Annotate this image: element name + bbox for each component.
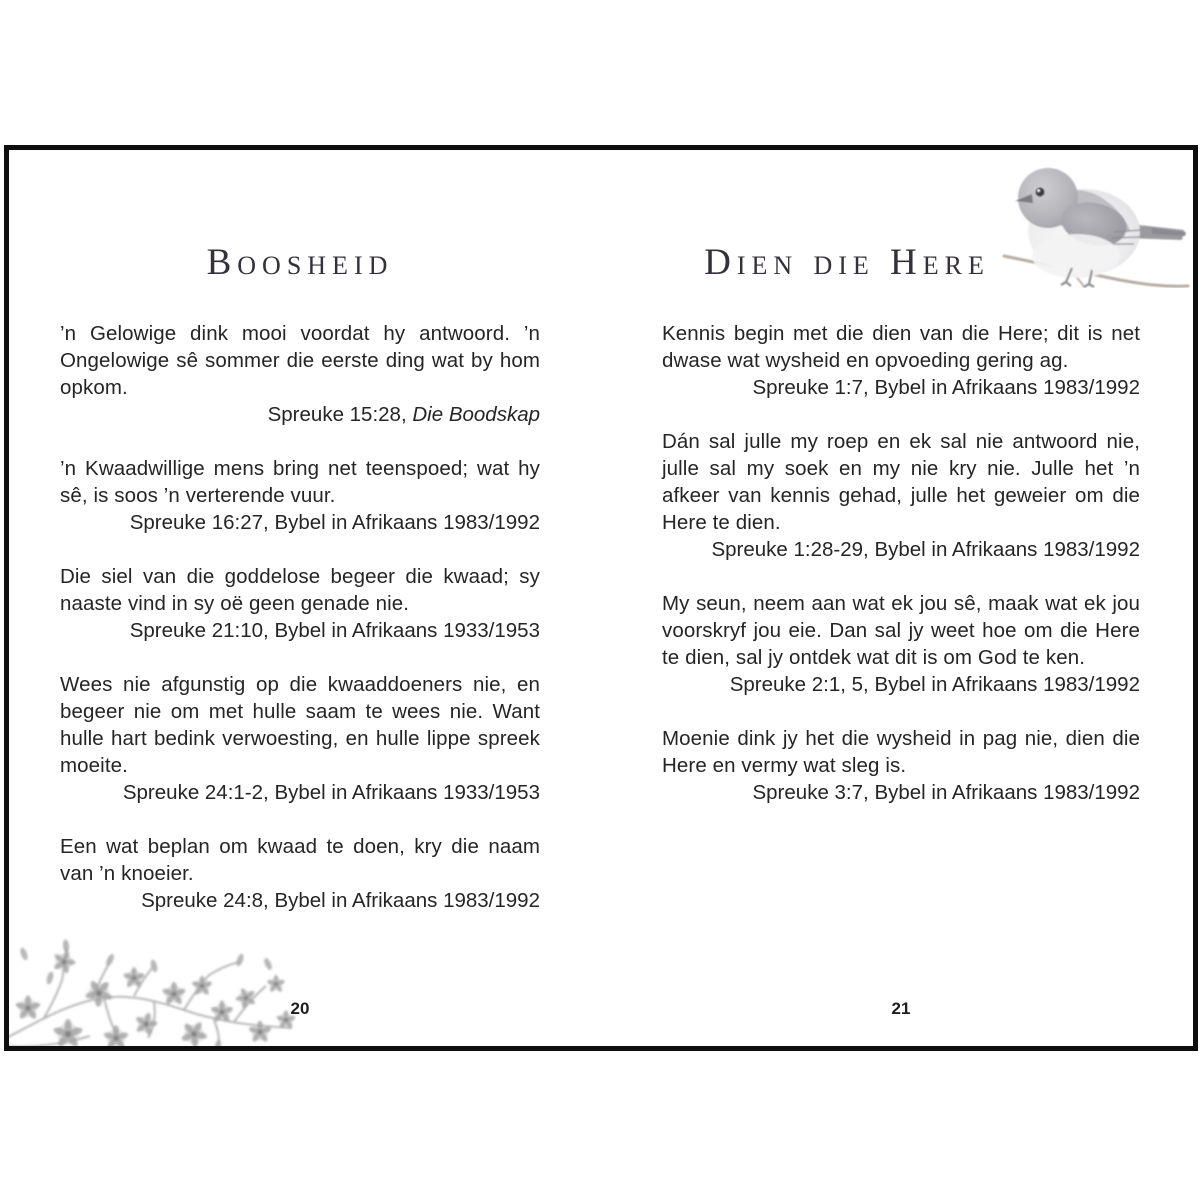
reference-source: Die Boodskap — [412, 403, 540, 426]
reference-verse: Spreuke 2:1, 5, — [729, 673, 875, 696]
left-scripture-list — [60, 320, 540, 914]
scripture-text: Moenie dink jy het die wysheid in pag nie, dien die Here en vermy wat sleg is. — [662, 727, 1140, 777]
scripture-reference — [662, 779, 1140, 806]
scripture-reference — [60, 617, 540, 644]
left-page-number: 20 — [290, 999, 310, 1018]
right-scripture-list — [662, 320, 1140, 806]
reference-verse: Spreuke 21:10, — [129, 619, 275, 642]
blossom-branch-icon — [4, 938, 296, 1046]
scripture-entry — [662, 320, 1140, 401]
reference-source: Bybel in Afrikaans 1933/1953 — [274, 619, 540, 642]
reference-verse: Spreuke 1:7, — [752, 376, 875, 399]
scripture-entry — [662, 590, 1140, 698]
scripture-entry — [60, 455, 540, 536]
reference-verse: Spreuke 15:28, — [267, 403, 413, 426]
scripture-text: Dán sal julle my roep en ek sal nie antwoord nie, julle sal my soek en my nie kry nie. Julle het ’n afkeer van kennis gehad, julle het geweier om die Here te dien. — [662, 430, 1140, 534]
scripture-text: ’n Gelowige dink mooi voordat hy antwoord. ’n Ongelowige sê sommer die eerste ding wat by hom opkom. — [60, 322, 540, 399]
scripture-text: Een wat beplan om kwaad te doen, kry die naam van ’n knoeier. — [60, 835, 540, 885]
scripture-entry — [60, 833, 540, 914]
right-page-number: 21 — [891, 999, 911, 1018]
scripture-reference — [662, 536, 1140, 563]
scripture-reference — [662, 374, 1140, 401]
scripture-entry — [60, 671, 540, 806]
reference-source: Bybel in Afrikaans 1983/1992 — [874, 376, 1140, 399]
reference-source: Bybel in Afrikaans 1983/1992 — [874, 538, 1140, 561]
reference-source: Bybel in Afrikaans 1983/1992 — [874, 673, 1140, 696]
scripture-reference — [662, 671, 1140, 698]
reference-source: Bybel in Afrikaans 1983/1992 — [874, 781, 1140, 804]
scripture-entry — [60, 320, 540, 428]
scripture-entry — [60, 563, 540, 644]
reference-verse: Spreuke 24:1-2, — [122, 781, 275, 804]
reference-verse: Spreuke 3:7, — [752, 781, 875, 804]
scripture-text: Wees nie afgunstig op die kwaaddoeners nie, en begeer nie om met hulle saam te wees nie. Want hulle hart bedink verwoesting, en hulle lippe spreek moeite. — [60, 673, 540, 777]
scripture-entry — [662, 725, 1140, 806]
left-page-title: Boosheid — [206, 241, 394, 283]
scripture-text: Kennis begin met die dien van die Here; dit is net dwase wat wysheid en opvoeding gering ag. — [662, 322, 1140, 372]
scripture-text: Die siel van die goddelose begeer die kwaad; sy naaste vind in sy oë geen genade nie. — [60, 565, 540, 615]
scripture-reference — [60, 509, 540, 536]
reference-source: Bybel in Afrikaans 1983/1992 — [274, 511, 540, 534]
reference-verse: Spreuke 1:28-29, — [711, 538, 875, 561]
floral-illustration-icon — [4, 938, 296, 1046]
scripture-text: My seun, neem aan wat ek jou sê, maak wat ek jou voorskryf jou eie. Dan sal jy weet hoe om die Here te dien, sal jy ontdek wat dit is om God te ken. — [662, 592, 1140, 669]
scripture-text: ’n Kwaadwillige mens bring net teenspoed; wat hy sê, is soos ’n verterende vuur. — [60, 457, 540, 507]
reference-verse: Spreuke 24:8, — [141, 889, 275, 912]
reference-verse: Spreuke 16:27, — [129, 511, 275, 534]
scripture-reference — [60, 779, 540, 806]
scripture-reference — [60, 401, 540, 428]
reference-source: Bybel in Afrikaans 1983/1992 — [274, 889, 540, 912]
right-page-title: Dien die Here — [704, 241, 990, 283]
scripture-entry — [662, 428, 1140, 563]
reference-source: Bybel in Afrikaans 1933/1953 — [274, 781, 540, 804]
scripture-reference — [60, 887, 540, 914]
